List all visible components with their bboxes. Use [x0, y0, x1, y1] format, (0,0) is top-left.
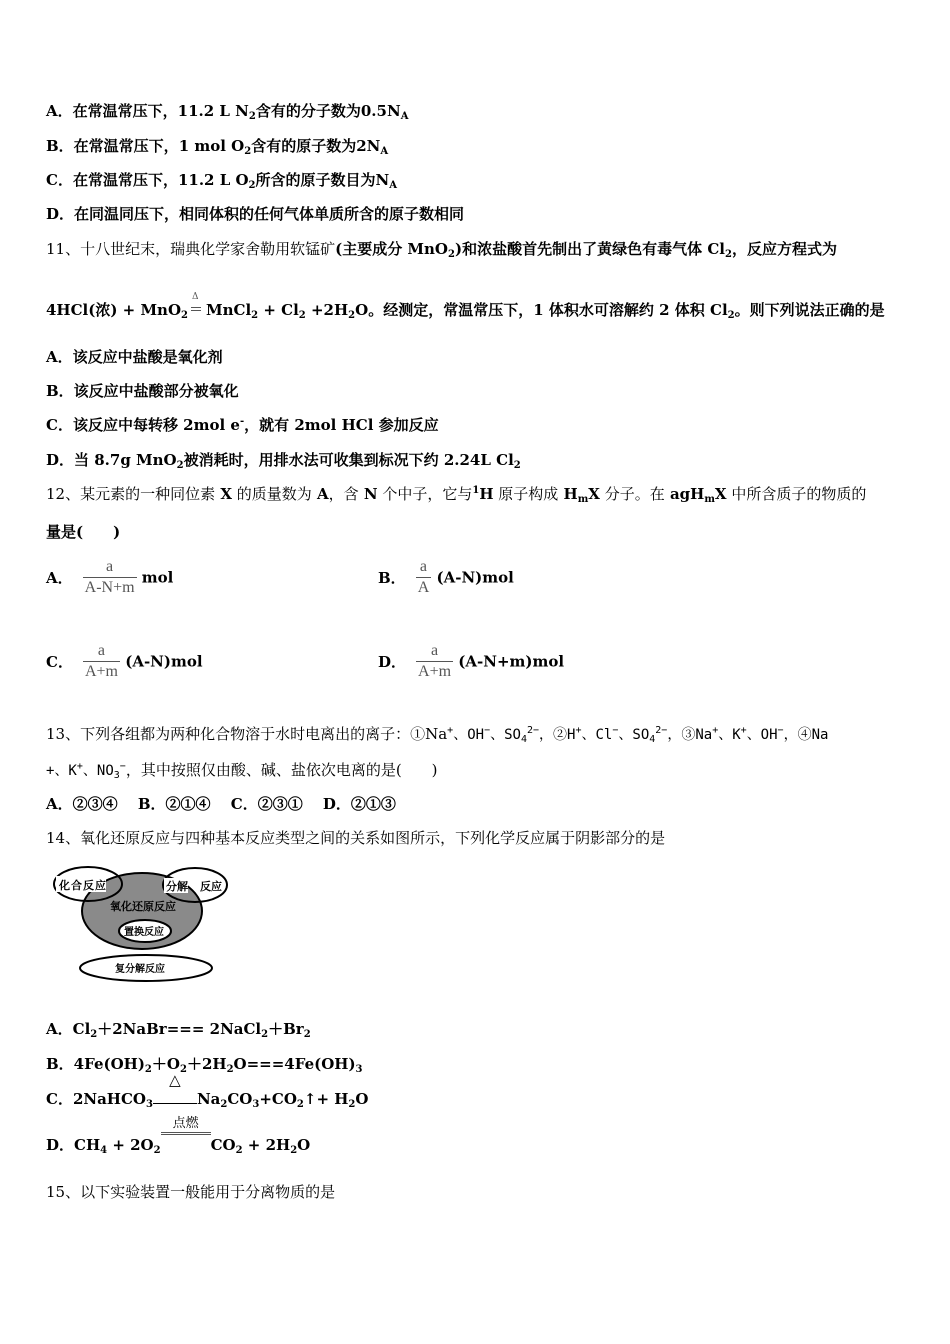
q10-option-a: A．在常温常压下，11.2 L $N_2$含有的分子数为$0.5N_A$ [46, 102, 409, 122]
q12-option-a: A． $\frac{a}{A-N+m}$ mol [46, 558, 174, 596]
q12-stem-line2: 量是( ) [46, 523, 121, 541]
fraction: $\frac{a}{A+m}$ [418, 642, 452, 680]
ignite-condition: 点燃 [161, 1136, 211, 1156]
fraction: $\frac{a}{A}$ [417, 558, 430, 596]
q11-option-a: A．该反应中盐酸是氧化剂 [46, 348, 223, 366]
q10-option-c: C．在常温常压下，11.2 L $O_2$所含的原子数目为$N_A$ [46, 171, 398, 191]
q14-option-a: A．$Cl_2+2NaBr===$ $2NaCl_2+Br_2$ [46, 1020, 311, 1040]
q12-option-b: B． $\frac{a}{A}$ (A-N)mol [378, 558, 514, 596]
q10-option-d: D．在同温同压下，相同体积的任何气体单质所含的原子数相同 [46, 205, 465, 223]
q13-options: A．②③④ B．②①④ C．②③① D．②①③ [46, 795, 396, 813]
fraction: $\frac{a}{A+m}$ [84, 642, 118, 680]
decomposition-label: 分解 [166, 880, 188, 893]
q12-option-d: D． $\frac{a}{A+m}$ (A-N+m)mol [378, 642, 565, 680]
q11-option-d: D．当 8.7g MnO$_2$被消耗时，用排水法可收集到标况下约 2.24L $Cl_2$ [46, 451, 521, 471]
decomposition-label-2: 反应 [200, 880, 222, 893]
q11-option-c: C．该反应中每转移 2mol e-，就有 2mol HCl 参加反应 [46, 416, 439, 434]
q13-stem-line2: +、K+、$NO_3^-$，其中按照仅由酸、碱、盐依次电离的是( ) [46, 761, 438, 781]
double-decomposition-label: 复分解反应 [115, 964, 165, 975]
q11-stem-line1: 11、十八世纪末，瑞典化学家舍勒用软锰矿(主要成分 MnO$_2$)和浓盐酸首先制出了黄绿色有毒气体 $Cl_2$，反应方程式为 [46, 240, 837, 260]
heat-condition: △ [153, 1090, 197, 1110]
q12-option-c: C． $\frac{a}{A+m}$ (A-N)mol [46, 642, 203, 680]
q10-option-b: B．在常温常压下，1 mol $O_2$含有的原子数为$2N_A$ [46, 137, 389, 157]
q14-option-c: C．2NaHCO$_3$ △ $Na_2CO_3+CO_2↑+ H_2O$ [46, 1071, 369, 1110]
q12-stem-line1: 12、某元素的一种同位素 X 的质量数为 A，含 N 个中子，它与$^1$H 原子构成 $H_mX$ 分子。在 agH$_m$X 中所含质子的物质的 [46, 485, 867, 505]
q14-stem: 14、氧化还原反应与四种基本反应类型之间的关系如图所示，下列化学反应属于阴影部分的是 [46, 829, 666, 847]
q14-option-d: D．$CH_4 + 2O_2$ 点燃 $CO_2 + 2H_2O$ [46, 1116, 311, 1156]
q11-stem-line2: 4HCl(浓) + MnO$_2$ Δ MnCl$_2$ + $Cl_2 +2H_2O$。经测定，常温常压下，1 体积水可溶解约 2 体积 $Cl_2$。则下列说法正确的是 [46, 292, 885, 321]
redox-venn-diagram [52, 862, 228, 984]
heat-condition: Δ [188, 301, 206, 321]
q14-option-b: B．$4Fe(OH)_2+O_2+2H_2O===4Fe(OH)_3$ [46, 1055, 363, 1075]
q13-stem-line1: 13、下列各组都为两种化合物溶于水时电离出的离子：①Na+、OH−、$SO_4^{2-}$，②H+、Cl−、$SO_4^{2-}$，③Na+、K+、OH−，④Na [46, 725, 829, 745]
redox-label: 氧化还原反应 [110, 900, 176, 913]
q15-stem: 15、以下实验装置一般能用于分离物质的是 [46, 1183, 336, 1201]
q11-option-b: B．该反应中盐酸部分被氧化 [46, 382, 239, 400]
displacement-label: 置换反应 [124, 927, 164, 938]
fraction: $\frac{a}{A-N+m}$ [84, 558, 135, 596]
combination-label: 化合反应 [59, 879, 107, 892]
